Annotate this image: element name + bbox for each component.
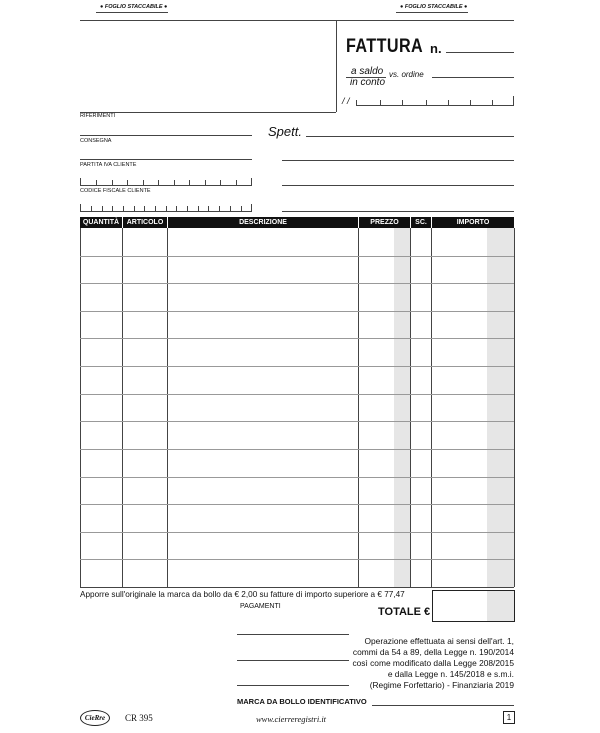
pagamenti-line-2[interactable] bbox=[237, 660, 349, 661]
table-border-left bbox=[80, 228, 81, 587]
table-row[interactable] bbox=[80, 338, 514, 339]
col-articolo: ARTICOLO bbox=[123, 217, 167, 228]
form-top-border bbox=[80, 20, 514, 21]
regime-line: commi da 54 a 89, della Legge n. 190/2014 bbox=[352, 647, 514, 657]
col-quantita: QUANTITÀ bbox=[80, 217, 122, 228]
spett-field-2[interactable] bbox=[282, 160, 514, 161]
col-sep-1 bbox=[122, 228, 123, 587]
table-row[interactable] bbox=[80, 532, 514, 533]
col-descrizione: DESCRIZIONE bbox=[168, 217, 358, 228]
table-row[interactable] bbox=[80, 421, 514, 422]
partita-iva-ticks bbox=[80, 178, 252, 185]
table-border-right bbox=[514, 228, 515, 587]
regime-line: e dalla Legge n. 145/2018 e s.m.i. bbox=[387, 669, 514, 679]
ordine-field[interactable] bbox=[432, 77, 514, 78]
regime-line: (Regime Forfettario) - Finanziaria 2019 bbox=[369, 680, 514, 690]
invoice-number-field[interactable] bbox=[446, 52, 514, 53]
bollo-note: Apporre sull'originale la marca da bollo da € 2,00 su fatture di importo superiore a € 77,47 bbox=[80, 590, 405, 599]
col-prezzo: PREZZO bbox=[359, 217, 410, 228]
date-separator: / / bbox=[342, 96, 350, 106]
saldo-label: a saldo bbox=[351, 66, 384, 77]
riferimenti-label: RIFERIMENTI bbox=[80, 113, 116, 119]
product-code: CR 395 bbox=[125, 713, 153, 723]
col-sep-2 bbox=[167, 228, 168, 587]
col-sc: SC. bbox=[411, 217, 431, 228]
tear-off-label-left: ● FOGLIO STACCABILE ● bbox=[100, 4, 168, 10]
tear-off-label-right: ● FOGLIO STACCABILE ● bbox=[400, 4, 468, 10]
regime-line: così come modificato dalla Legge 208/2015 bbox=[352, 658, 514, 668]
totale-box[interactable] bbox=[432, 590, 515, 622]
invoice-number-label: n. bbox=[430, 41, 442, 56]
marca-bollo-field[interactable] bbox=[372, 705, 514, 706]
pagamenti-label: PAGAMENTI bbox=[240, 603, 281, 610]
partita-iva-field[interactable] bbox=[80, 185, 252, 186]
marca-bollo-label: MARCA DA BOLLO IDENTIFICATIVO bbox=[237, 697, 367, 706]
table-row[interactable] bbox=[80, 256, 514, 257]
col-sep-5 bbox=[431, 228, 432, 587]
regime-note bbox=[350, 636, 514, 691]
regime-line: Operazione effettuata ai sensi dell'art. 1, bbox=[364, 636, 514, 646]
partita-iva-label: PARTITA IVA CLIENTE bbox=[80, 162, 137, 168]
consegna-field[interactable] bbox=[80, 159, 252, 160]
spett-field-3[interactable] bbox=[282, 185, 514, 186]
col-importo: IMPORTO bbox=[432, 217, 514, 228]
table-bottom bbox=[80, 587, 514, 588]
spett-field-1[interactable] bbox=[306, 136, 514, 137]
invoice-title: FATTURA bbox=[346, 36, 424, 57]
brand-logo: CieRre bbox=[80, 710, 110, 726]
pagamenti-line-1[interactable] bbox=[237, 634, 349, 635]
col-sep-3 bbox=[358, 228, 359, 587]
date-ticks bbox=[356, 96, 514, 105]
totale-label: TOTALE € bbox=[378, 606, 431, 618]
riferimenti-field[interactable] bbox=[80, 135, 252, 136]
table-row[interactable] bbox=[80, 449, 514, 450]
codice-fiscale-label: CODICE FISCALE CLIENTE bbox=[80, 188, 151, 194]
header-left-bottom bbox=[80, 112, 336, 113]
pagamenti-line-3[interactable] bbox=[237, 685, 349, 686]
spett-field-4[interactable] bbox=[282, 211, 514, 212]
ordine-label: vs. ordine bbox=[389, 70, 424, 79]
table-row[interactable] bbox=[80, 559, 514, 560]
page-number: 1 bbox=[503, 711, 515, 724]
tear-off-line-left bbox=[96, 12, 168, 13]
table-row[interactable] bbox=[80, 311, 514, 312]
codice-fiscale-ticks bbox=[80, 204, 252, 211]
importo-decimal-shade bbox=[487, 228, 514, 587]
table-row[interactable] bbox=[80, 394, 514, 395]
table-row[interactable] bbox=[80, 477, 514, 478]
col-sep-4 bbox=[410, 228, 411, 587]
tear-off-line-right bbox=[396, 12, 468, 13]
saldo-conto-divider bbox=[346, 77, 386, 78]
date-field[interactable] bbox=[356, 105, 514, 106]
spett-label: Spett. bbox=[268, 124, 302, 139]
codice-fiscale-field[interactable] bbox=[80, 211, 252, 212]
table-row[interactable] bbox=[80, 366, 514, 367]
consegna-label: CONSEGNA bbox=[80, 138, 112, 144]
conto-label: in conto bbox=[350, 77, 386, 88]
table-row[interactable] bbox=[80, 504, 514, 505]
website: www.cierreregistri.it bbox=[256, 714, 327, 724]
header-divider bbox=[336, 20, 337, 112]
table-row[interactable] bbox=[80, 283, 514, 284]
prezzo-decimal-shade bbox=[394, 228, 410, 587]
